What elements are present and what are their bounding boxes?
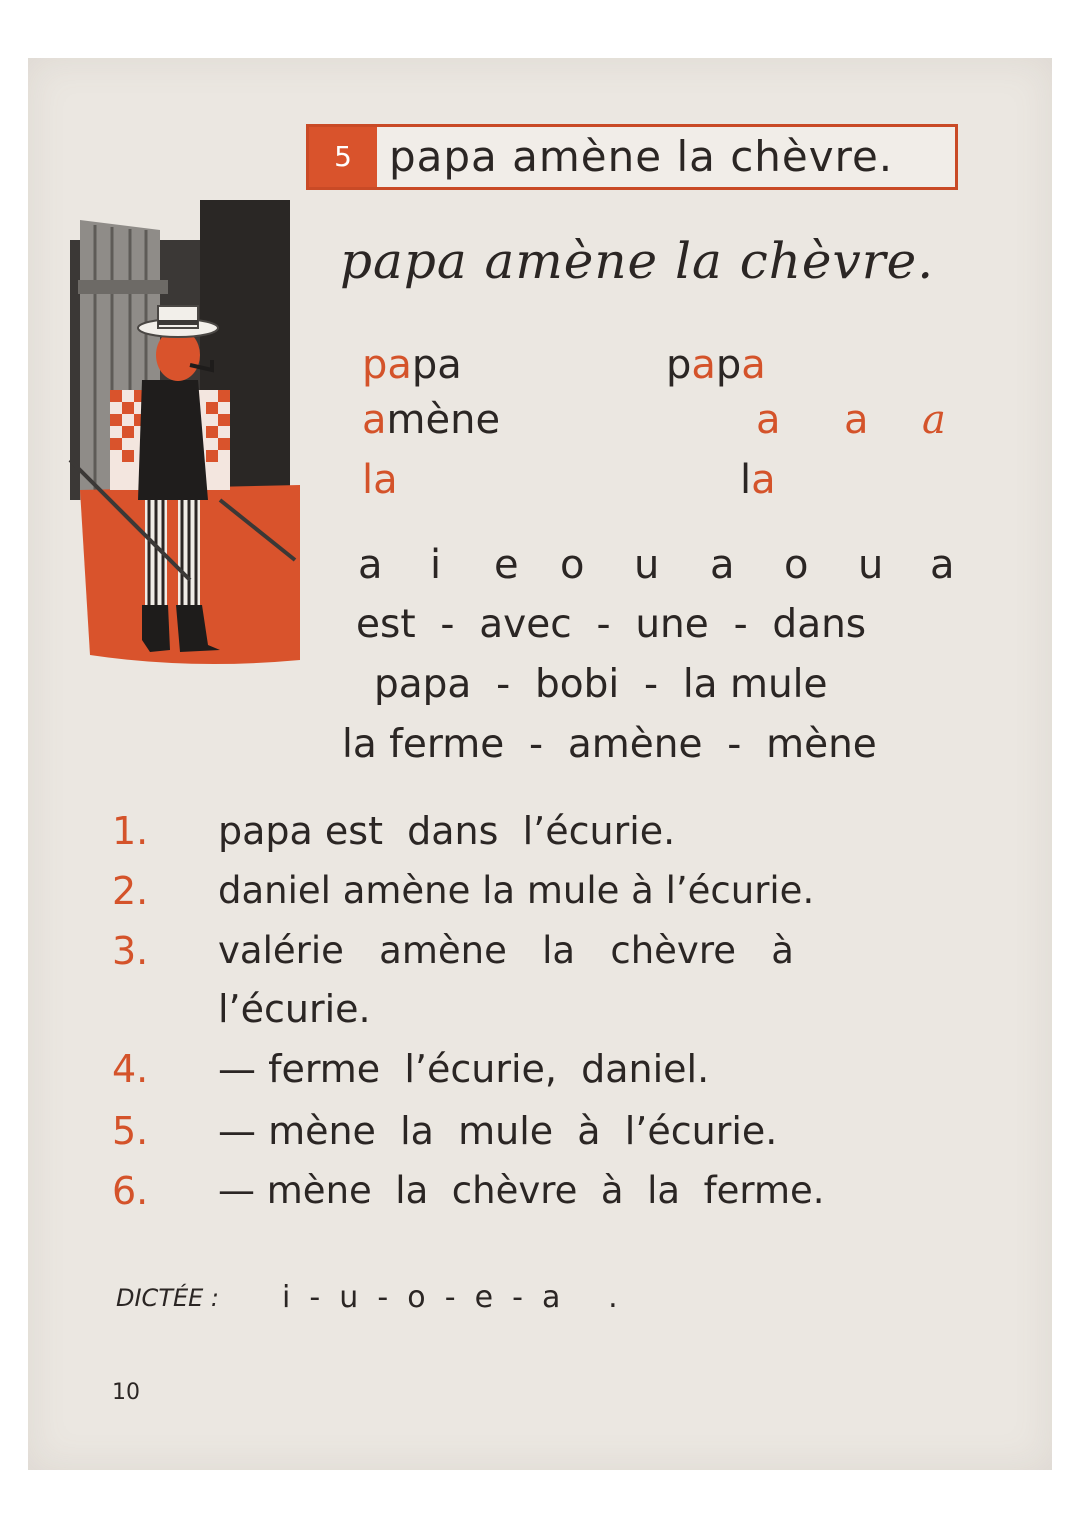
word-la-right: la <box>740 457 776 503</box>
sentence-3-continuation: l’écurie. <box>218 987 371 1031</box>
sentence-number-5: 5. <box>112 1109 149 1153</box>
sentence-number-6: 6. <box>112 1169 149 1213</box>
word-la-left: la <box>362 457 398 503</box>
dictee-text: i - u - o - e - a . <box>282 1280 618 1315</box>
vowel-5: a <box>710 542 735 588</box>
letter-a-cursive: a <box>922 397 946 443</box>
vowel-6: o <box>784 542 809 588</box>
cursive-title: papa amène la chèvre. <box>340 232 935 290</box>
sentence-3: valérie amène la chèvre à <box>218 929 794 972</box>
word-papa-right: papa <box>666 342 766 388</box>
sentence-1: papa est dans l’écurie. <box>218 809 676 853</box>
man-with-pipe-and-stick-illustration <box>50 200 310 670</box>
word-row-3: la ferme - amène - mène <box>342 722 877 767</box>
sentence-4: — ferme l’écurie, daniel. <box>218 1047 710 1091</box>
lesson-title: papa amène la chèvre. <box>389 132 894 181</box>
word-amene-left: amène <box>362 397 501 443</box>
lesson-title-box <box>306 124 958 190</box>
lesson-number-badge: 5 <box>309 127 377 187</box>
sentence-5: — mène la mule à l’écurie. <box>218 1109 778 1153</box>
page-number: 10 <box>112 1380 140 1405</box>
sentence-number-1: 1. <box>112 809 149 853</box>
vowel-0: a <box>358 542 383 588</box>
sentence-number-3: 3. <box>112 929 149 973</box>
sentence-number-2: 2. <box>112 869 149 913</box>
dictee-label: DICTÉE : <box>116 1284 220 1312</box>
word-row-1: est - avec - une - dans <box>356 602 867 647</box>
sentence-number-4: 4. <box>112 1047 149 1091</box>
letter-a-1: a <box>756 397 781 443</box>
vowel-2: e <box>494 542 519 588</box>
vowel-8: a <box>930 542 955 588</box>
letter-a-2: a <box>844 397 869 443</box>
sentence-6: — mène la chèvre à la ferme. <box>218 1169 825 1212</box>
vowel-7: u <box>858 542 884 588</box>
sentence-2: daniel amène la mule à l’écurie. <box>218 869 815 912</box>
vowel-4: u <box>634 542 660 588</box>
vowel-1: i <box>430 542 442 588</box>
vowel-3: o <box>560 542 585 588</box>
word-papa-left: papa <box>362 342 462 388</box>
word-row-2: papa - bobi - la mule <box>374 662 828 707</box>
